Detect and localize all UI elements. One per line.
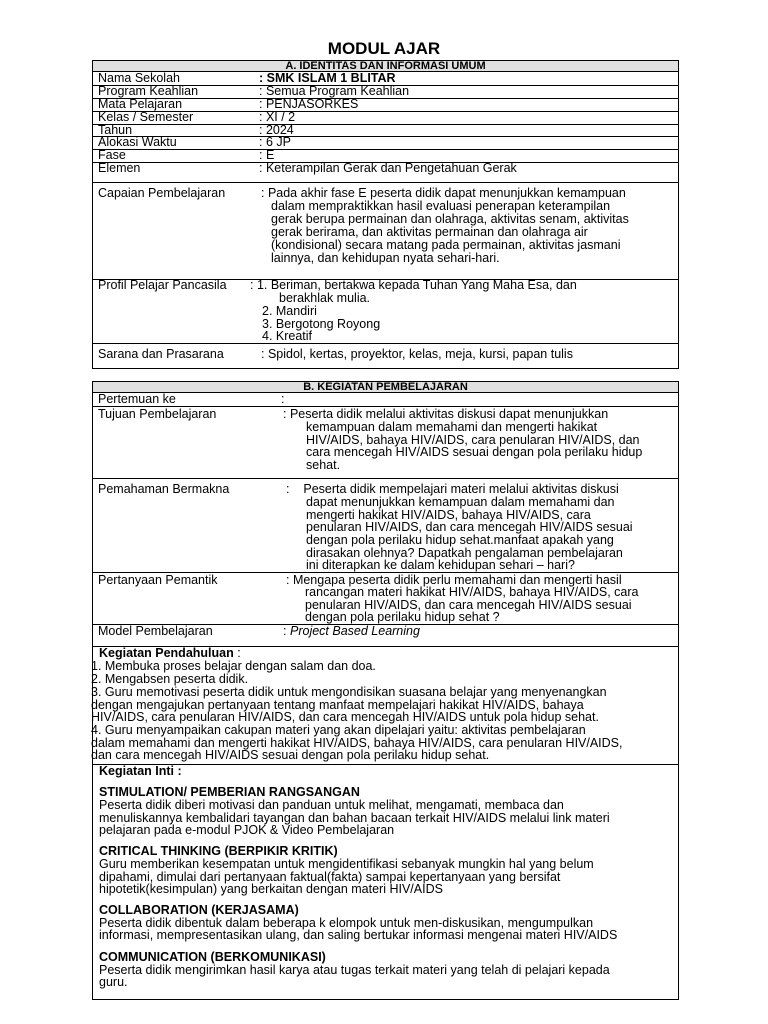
pendahuluan-line: 4. Guru menyampaikan cakupan materi yang akan dipelajari yaitu: aktivitas pembelajaran bbox=[91, 723, 586, 737]
pendahuluan-line: dalam memahami dan mengerti hakikat HIV/AIDS, bahaya HIV/AIDS, cara penularan HIV/AIDS, bbox=[91, 736, 623, 750]
capaian-line: gerak berirama, dan aktivitas permainan dan olahraga air bbox=[271, 225, 588, 239]
row-pertemuan bbox=[93, 393, 678, 407]
row-elemen bbox=[93, 162, 678, 183]
pendahuluan-line: dengan mengajukan pertanyaan tentang manfaat mempelajari hakikat HIV/AIDS, bahaya bbox=[91, 698, 584, 712]
pendahuluan-line: 1. Membuka proses belajar dengan salam dan doa. bbox=[91, 659, 376, 673]
inti-heading: Kegiatan Inti : bbox=[99, 764, 182, 778]
pendahuluan-heading: Kegiatan Pendahuluan : bbox=[99, 646, 241, 660]
label-alokasi-waktu: Alokasi Waktu bbox=[98, 135, 177, 149]
tujuan-line: : Peserta didik melalui aktivitas diskusi dapat menunjukkan bbox=[283, 407, 609, 421]
value-model: Project Based Learning bbox=[290, 624, 420, 638]
value-alokasi-waktu: : 6 JP bbox=[259, 135, 291, 149]
collaboration-line: informasi, mempresentasikan ulang, dan saling bertukar informasi mengenai materi HIV/AIDS bbox=[99, 928, 618, 942]
section-b-table bbox=[92, 381, 679, 1000]
value-fase: : E bbox=[259, 148, 275, 162]
pemahaman-line: ini diterapkan ke dalam kehidupan sehari – hari? bbox=[306, 558, 575, 572]
value-nama-sekolah: : SMK ISLAM 1 BLITAR bbox=[259, 71, 396, 85]
section-a-header: A. IDENTITAS DAN INFORMASI UMUM bbox=[93, 61, 678, 72]
collaboration-line: Peserta didik dibentuk dalam beberapa k elompok untuk men-diskusikan, mengumpulkan bbox=[99, 916, 594, 930]
profil-line: 4. Kreatif bbox=[262, 329, 313, 343]
profil-line: 2. Mandiri bbox=[262, 304, 317, 318]
critical-thinking-line: hipotetik(kesimpulan) yang berkaitan dengan materi HIV/AIDS bbox=[99, 882, 443, 896]
pertanyaan-line: rancangan materi hakikat HIV/AIDS, bahaya HIV/AIDS, cara bbox=[305, 585, 639, 599]
tujuan-line: cara mencegah HIV/AIDS sesuai dengan pola perilaku hidup bbox=[306, 445, 643, 459]
label-fase: Fase bbox=[98, 148, 126, 162]
row-kelas-semester bbox=[93, 111, 678, 125]
critical-thinking-line: Guru memberikan kesempatan untuk mengidentifikasi sebanyak mungkin hal yang belum bbox=[99, 857, 594, 871]
stimulation-line: menuliskannya kembalidari tayangan dan bahan bacaan terkait HIV/AIDS melalui link materi bbox=[99, 811, 610, 825]
row-model-pembelajaran bbox=[93, 624, 678, 647]
label-elemen: Elemen bbox=[98, 161, 141, 175]
communication-line: guru. bbox=[99, 975, 128, 989]
communication-line: Peserta didik mengirimkan hasil karya atau tugas terkait materi yang telah di pelajari kepada bbox=[99, 963, 610, 977]
collaboration-heading: COLLABORATION (KERJASAMA) bbox=[99, 903, 299, 917]
value-kelas-semester: : XI / 2 bbox=[259, 110, 296, 124]
capaian-line: : Pada akhir fase E peserta didik dapat menunjukkan kemampuan bbox=[261, 186, 626, 200]
tujuan-line: sehat. bbox=[306, 458, 341, 472]
section-kegiatan-pendahuluan bbox=[93, 646, 678, 765]
pemahaman-line: : Peserta didik mempelajari materi melalui aktivitas diskusi bbox=[286, 482, 619, 496]
label-nama-sekolah: Nama Sekolah bbox=[98, 71, 180, 85]
row-pemahaman-bermakna bbox=[93, 478, 678, 573]
page-title: MODUL AJAR bbox=[327, 39, 441, 58]
value-elemen: : Keterampilan Gerak dan Pengetahuan Gerak bbox=[259, 161, 517, 175]
label-profil: Profil Pelajar Pancasila bbox=[98, 278, 227, 292]
row-pertanyaan-pemantik bbox=[93, 572, 678, 625]
capaian-line: (kondisional) secara matang pada permainan, aktivitas jasmani bbox=[271, 238, 621, 252]
pemahaman-line: dengan pola perilaku hidup sehat.manfaat apakah yang bbox=[306, 533, 614, 547]
label-model: Model Pembelajaran bbox=[98, 624, 213, 638]
label-tujuan: Tujuan Pembelajaran bbox=[98, 407, 217, 421]
label-capaian: Capaian Pembelajaran bbox=[98, 186, 226, 200]
profil-line: berakhlak mulia. bbox=[279, 291, 371, 305]
row-sarana-prasarana bbox=[93, 343, 678, 368]
label-kelas-semester: Kelas / Semester bbox=[98, 110, 194, 124]
label-sarana: Sarana dan Prasarana bbox=[98, 347, 224, 361]
capaian-line: gerak berupa permainan dan olahraga, aktivitas senam, aktivitas bbox=[271, 212, 629, 226]
value-program-keahlian: : Semua Program Keahlian bbox=[259, 84, 410, 98]
label-program-keahlian: Program Keahlian bbox=[98, 84, 199, 98]
stimulation-heading: STIMULATION/ PEMBERIAN RANGSANGAN bbox=[99, 785, 360, 799]
profil-line: 3. Bergotong Royong bbox=[262, 317, 381, 331]
pertanyaan-line: dengan pola perilaku hidup sehat ? bbox=[305, 610, 500, 624]
value-pertemuan: : bbox=[281, 392, 285, 406]
communication-heading: COMMUNICATION (BERKOMUNIKASI) bbox=[99, 950, 326, 964]
label-pertanyaan: Pertanyaan Pemantik bbox=[98, 573, 218, 587]
section-a-table bbox=[92, 60, 679, 369]
label-pertemuan: Pertemuan ke bbox=[98, 392, 176, 406]
stimulation-line: Peserta didik diberi motivasi dan panduan untuk melihat, mengamati, membaca dan bbox=[99, 798, 564, 812]
capaian-line: lainnya, dan kehidupan nyata sehari-hari. bbox=[271, 251, 500, 265]
section-kegiatan-inti bbox=[93, 764, 678, 1000]
pemahaman-line: mengerti hakikat HIV/AIDS, bahaya HIV/AIDS, cara bbox=[306, 508, 591, 522]
value-sarana: : Spidol, kertas, proyektor, kelas, meja, kursi, papan tulis bbox=[261, 347, 573, 361]
pemahaman-line: dirasakan olehnya? Dapatkah pengalaman pembelajaran bbox=[306, 546, 623, 560]
stimulation-line: pelajaran pada e-modul PJOK & Video Pembelajaran bbox=[99, 823, 395, 837]
label-tahun: Tahun bbox=[98, 123, 133, 137]
critical-thinking-line: dipahami, dimulai dari pertanyaan faktual(fakta) sampai kepertanyaan yang bersifat bbox=[99, 870, 561, 884]
row-profil-pelajar bbox=[93, 279, 678, 344]
pendahuluan-line: dan cara mencegah HIV/AIDS sesuai dengan pola perilaku hidup sehat. bbox=[91, 748, 490, 762]
profil-line: : 1. Beriman, bertakwa kepada Tuhan Yang Maha Esa, dan bbox=[250, 278, 577, 292]
row-tujuan-pembelajaran bbox=[93, 406, 678, 479]
row-alokasi-waktu bbox=[93, 136, 678, 150]
label-mata-pelajaran: Mata Pelajaran bbox=[98, 97, 183, 111]
critical-thinking-heading: CRITICAL THINKING (BERPIKIR KRITIK) bbox=[99, 844, 338, 858]
row-capaian-pembelajaran bbox=[93, 182, 678, 280]
pertanyaan-line: penularan HIV/AIDS, dan cara mencegah HIV/AIDS sesuai bbox=[305, 598, 632, 612]
capaian-line: dalam mempraktikkan hasil evaluasi penerapan keterampilan bbox=[271, 199, 611, 213]
value-tahun: : 2024 bbox=[259, 123, 294, 137]
value-mata-pelajaran: : PENJASORKES bbox=[259, 97, 359, 111]
pendahuluan-line: 2. Mengabsen peserta didik. bbox=[91, 672, 249, 686]
section-b-header: B. KEGIATAN PEMBELAJARAN bbox=[93, 382, 678, 393]
pertanyaan-line: : Mengapa peserta didik perlu memahami dan mengerti hasil bbox=[286, 573, 622, 587]
label-pemahaman: Pemahaman Bermakna bbox=[98, 482, 230, 496]
model-colon: : bbox=[283, 624, 290, 638]
pemahaman-line: penularan HIV/AIDS, dan cara mencegah HIV/AIDS sesuai bbox=[306, 520, 633, 534]
tujuan-line: HIV/AIDS, bahaya HIV/AIDS, cara penularan HIV/AIDS, dan bbox=[306, 433, 640, 447]
pemahaman-line: dapat menunjukkan kemampuan dalam memahami dan bbox=[306, 495, 615, 509]
tujuan-line: kemampuan dalam memahami dan mengerti hakikat bbox=[306, 420, 598, 434]
pendahuluan-line: HIV/AIDS, cara penularan HIV/AIDS, dan cara mencegah HIV/AIDS untuk pola hidup sehat. bbox=[91, 710, 599, 724]
pendahuluan-line: 3. Guru memotivasi peserta didik untuk mengondisikan suasana belajar yang menyenangkan bbox=[91, 685, 607, 699]
